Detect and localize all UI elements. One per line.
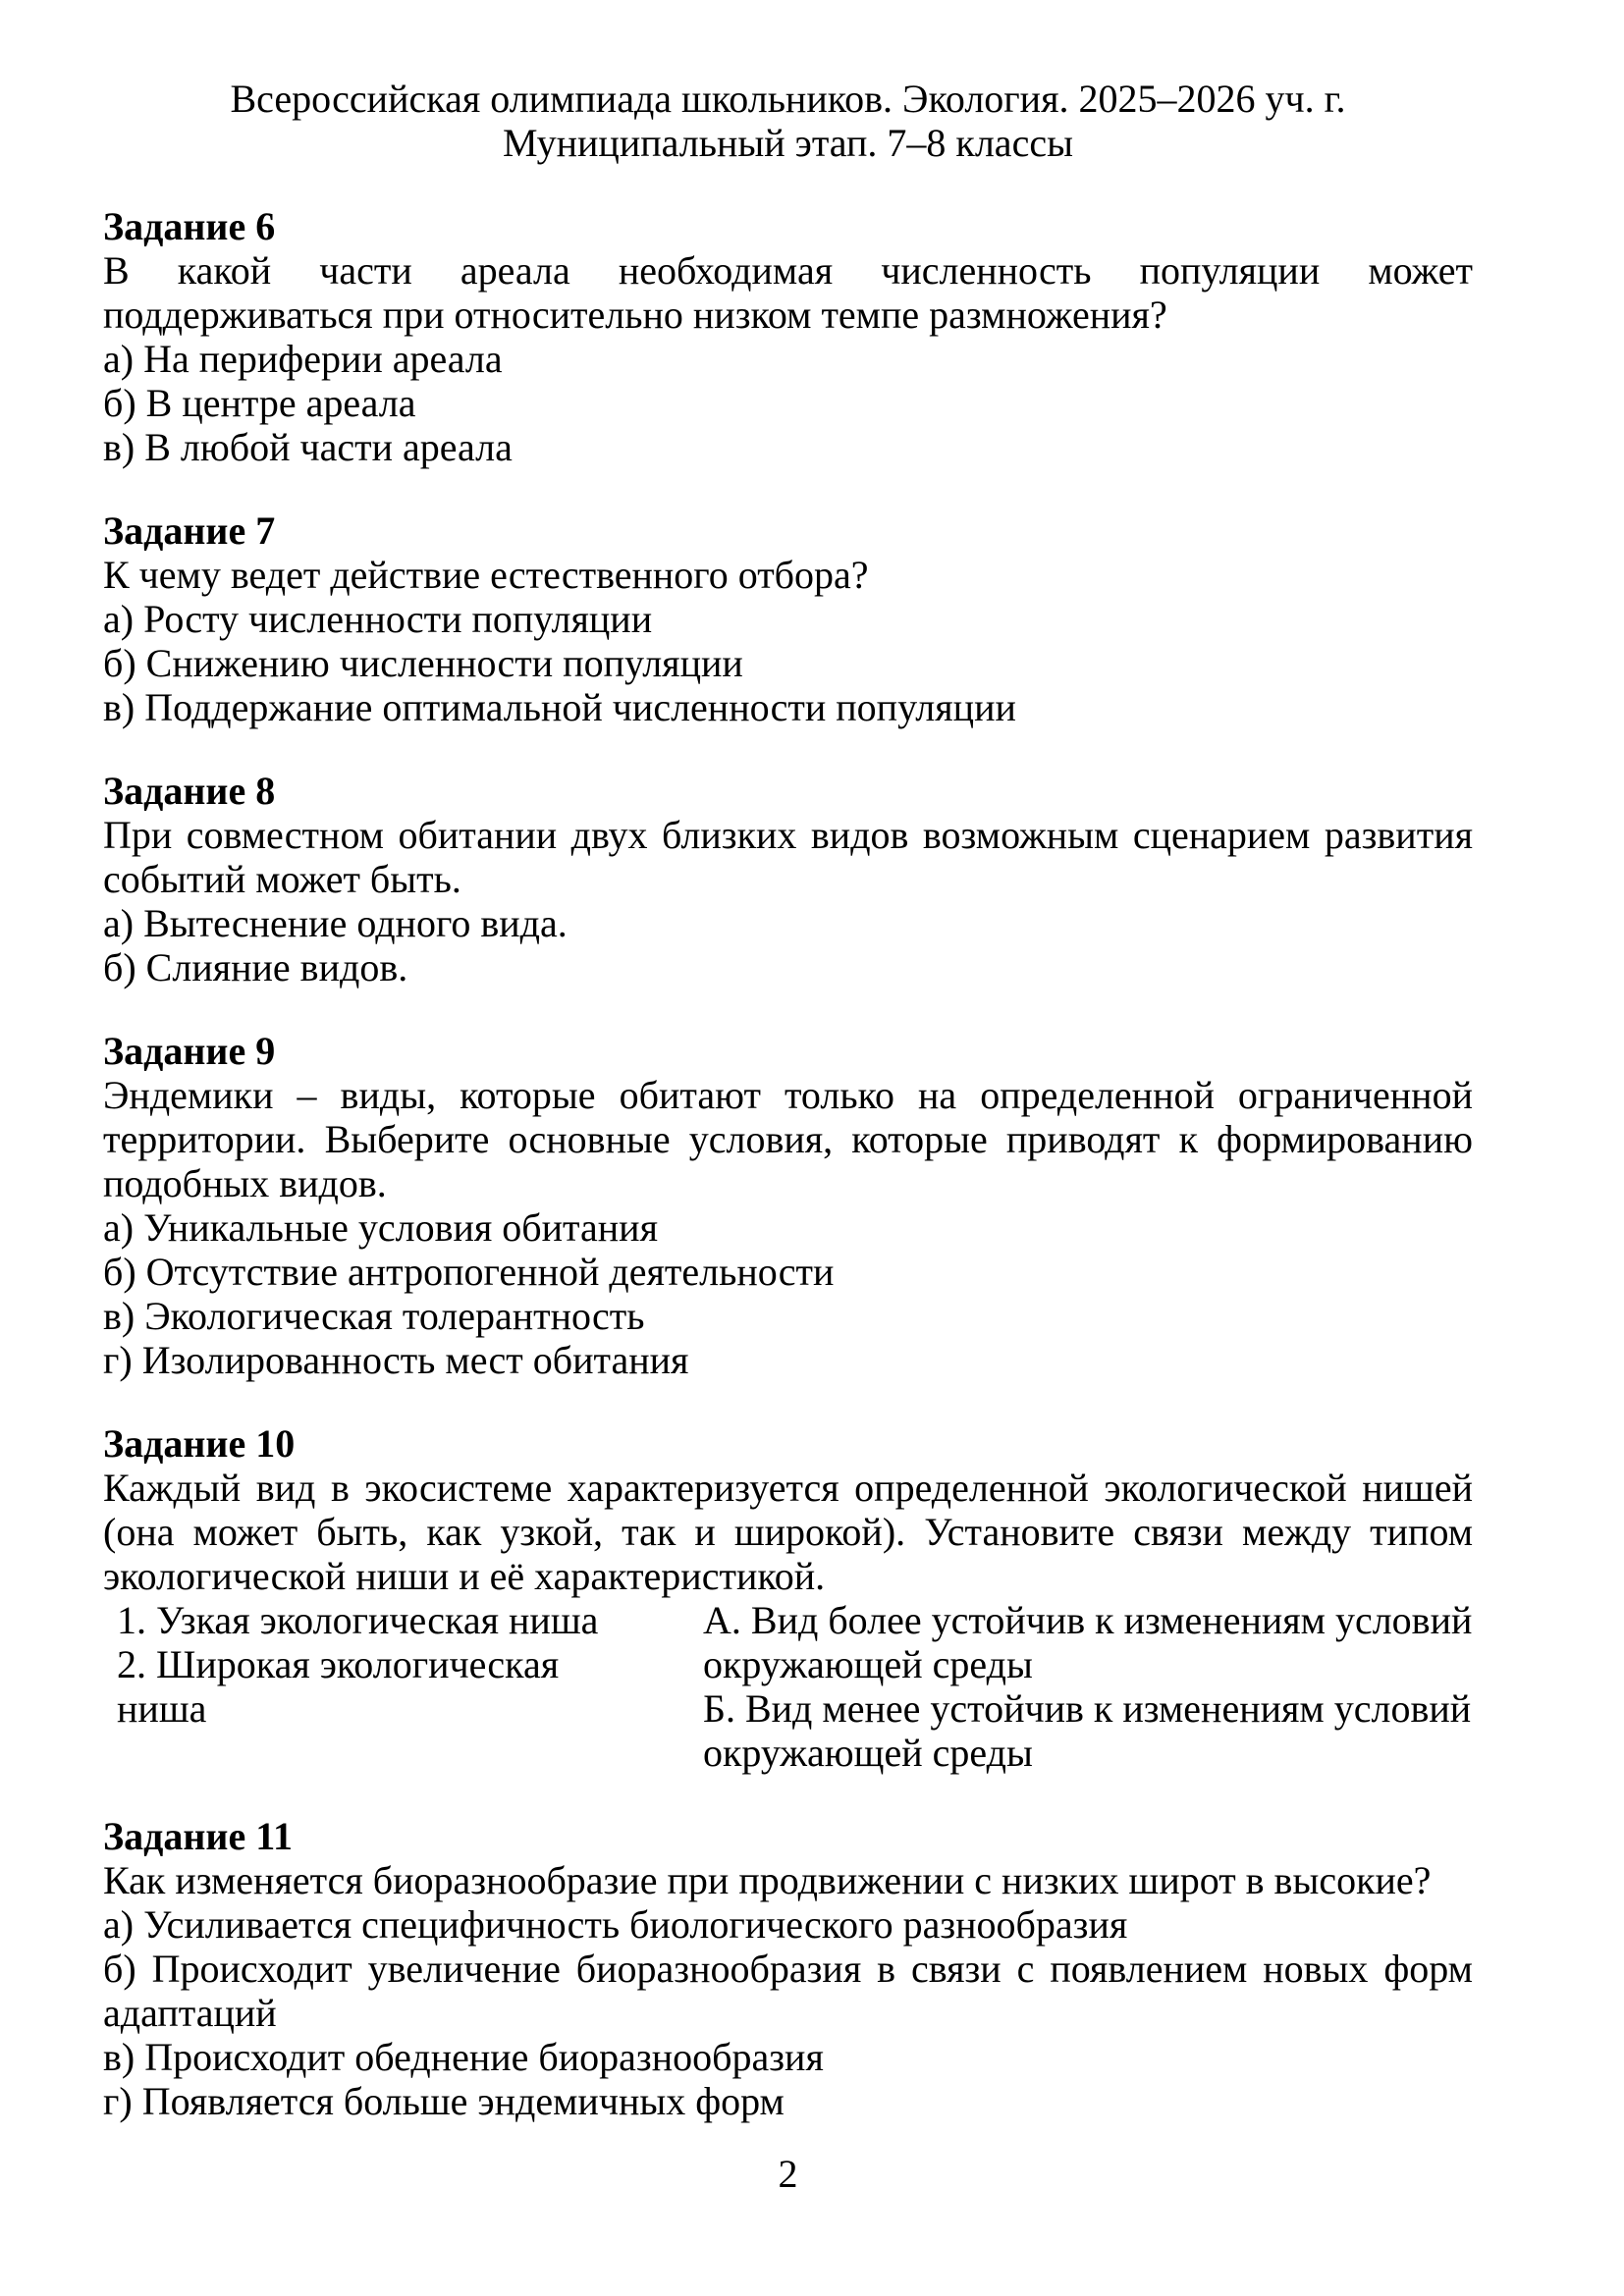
task-8	[103, 769, 1473, 989]
answer-option: в) Происходит обеднение биоразнообразия	[103, 2035, 824, 2079]
task-title: Задание 9	[103, 1029, 276, 1073]
task-question: При совместном обитании двух близких видов возможным сценарием развития событий может быть.	[103, 813, 1473, 901]
task-10	[103, 1421, 1473, 1775]
task-title: Задание 11	[103, 1814, 293, 1858]
matching-right-column	[703, 1598, 1473, 1775]
answer-option: б) Снижению численности популяции	[103, 641, 743, 685]
task-9	[103, 1029, 1473, 1382]
task-title: Задание 8	[103, 769, 276, 813]
matching-left-item: 2. Широкая экологическая ниша	[117, 1642, 560, 1731]
task-title: Задание 7	[103, 508, 276, 553]
answer-option: в) В любой части ареала	[103, 425, 513, 469]
task-question: Каждый вид в экосистеме характеризуется определенной экологической нишей (она может быть, как узкой, так и широкой). Установите связи между типом экологической ниши и её характеристикой.	[103, 1466, 1473, 1598]
answer-option: а) Усиливается специфичность биологического разнообразия	[103, 1902, 1128, 1947]
matching-left-item: 1. Узкая экологическая ниша	[117, 1598, 599, 1642]
answer-option: б) Происходит увеличение биоразнообразия в связи с появлением новых форм адаптаций	[103, 1947, 1473, 2035]
header-line-1: Всероссийская олимпиада школьников. Экология. 2025–2026 уч. г.	[230, 77, 1346, 121]
task-title: Задание 6	[103, 204, 276, 248]
task-question: Эндемики – виды, которые обитают только на определенной ограниченной территории. Выберите основные условия, которые приводят к формированию подобных видов.	[103, 1073, 1473, 1205]
answer-option: в) Экологическая толерантность	[103, 1294, 645, 1338]
task-question: К чему ведет действие естественного отбора?	[103, 553, 869, 597]
answer-option: а) Уникальные условия обитания	[103, 1205, 658, 1250]
answer-option: в) Поддержание оптимальной численности популяции	[103, 685, 1016, 729]
answer-option: г) Изолированность мест обитания	[103, 1338, 689, 1382]
task-6	[103, 204, 1473, 469]
page-number: 2	[778, 2152, 798, 2196]
matching-right-item: А. Вид более устойчив к изменениям условий окружающей среды	[703, 1598, 1473, 1686]
answer-option: а) Вытеснение одного вида.	[103, 901, 568, 945]
matching-table	[103, 1598, 1473, 1775]
task-7	[103, 508, 1473, 729]
task-question: Как изменяется биоразнообразие при продвижении с низких широт в высокие?	[103, 1858, 1432, 1902]
answer-option: б) В центре ареала	[103, 381, 416, 425]
task-title: Задание 10	[103, 1421, 296, 1466]
answer-option: а) На периферии ареала	[103, 337, 503, 381]
task-question: В какой части ареала необходимая численность популяции может поддерживаться при относительно низком темпе размножения?	[103, 248, 1473, 337]
answer-option: а) Росту численности популяции	[103, 597, 653, 641]
answer-option: б) Слияние видов.	[103, 945, 408, 989]
answer-option: б) Отсутствие антропогенной деятельности	[103, 1250, 835, 1294]
task-11	[103, 1814, 1473, 2123]
matching-left-column	[117, 1598, 652, 1731]
document-header	[103, 77, 1473, 165]
header-line-2: Муниципальный этап. 7–8 классы	[503, 121, 1073, 165]
answer-option: г) Появляется больше эндемичных форм	[103, 2079, 785, 2123]
matching-right-item: Б. Вид менее устойчив к изменениям условий окружающей среды	[703, 1686, 1472, 1775]
